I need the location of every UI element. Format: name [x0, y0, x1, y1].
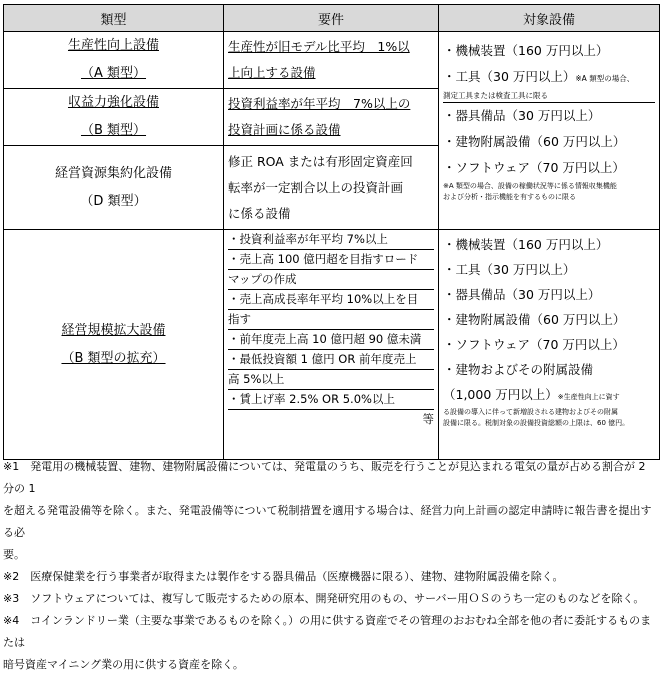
requirement-cell-d [224, 146, 439, 230]
type-sub: （B 類型） [80, 123, 147, 138]
footnotes [3, 456, 659, 676]
requirement-list-item: 高 5%以上 [228, 370, 434, 390]
footnote-line: 要。 [3, 548, 25, 561]
requirement-cell-b-expanded [224, 230, 439, 460]
type-cell-a [4, 32, 224, 89]
requirement-list-item: ・売上高 100 億円超を目指すロード [228, 250, 434, 270]
footnote-line: ※2 医療保健業を行う事業者が取得または製作をする器具備品（医療機器に限る）、建物、建物附属設備を除く。 [3, 570, 564, 583]
requirement-line: 生産性が旧モデル比平均 1%以 [228, 39, 410, 54]
type-name: 生産性向上設備 [67, 38, 159, 53]
equipment-item: ・器具備品（30 万円以上） [443, 108, 601, 123]
type-name: 経営資源集約化設備 [54, 165, 172, 181]
equipment-note: および分析・指示機能を有するものに限る [443, 193, 576, 201]
requirement-list-item: ・最低投資額 1 億円 OR 前年度売上 [228, 350, 434, 370]
type-cell-b [4, 89, 224, 146]
header-requirement: 要件 [224, 5, 439, 32]
equipment-cell-bottom [439, 230, 660, 460]
requirement-cell-a [224, 32, 439, 89]
header-equipment: 対象設備 [439, 5, 660, 32]
type-name: 経営規模拡大設備 [61, 322, 166, 338]
equipment-item: ・ソフトウェア（70 万円以上） [443, 337, 625, 352]
equipment-item: ・機械装置（160 万円以上） [443, 43, 609, 58]
type-cell-b-expanded [4, 230, 224, 460]
requirement-cell-b [224, 89, 439, 146]
equipment-note: ※A 類型の場合、 [575, 74, 635, 83]
equipment-note: る設備の導入に伴って新増設される建物およびその附属 [443, 408, 618, 416]
equipment-item: ・建物附属設備（60 万円以上） [443, 312, 626, 327]
equipment-item: （1,000 万円以上） [443, 387, 558, 402]
requirement-list-item: 等 [422, 412, 434, 426]
requirement-list-item: ・投資利益率が年平均 7%以上 [228, 230, 434, 250]
requirement-line: 投資利益率が年平均 7%以上の [228, 96, 411, 111]
footnote-line: 暗号資産マイニング業の用に供する資産を除く。 [3, 658, 244, 671]
requirement-line: 上向上する設備 [228, 65, 316, 80]
header-type: 類型 [4, 5, 224, 32]
type-name: 収益力強化設備 [67, 95, 159, 110]
equipment-cell-top [439, 32, 660, 230]
type-sub: （A 類型） [80, 66, 147, 81]
type-cell-d [4, 146, 224, 230]
requirement-line: 転率が一定割合以上の投資計画 [228, 179, 404, 195]
requirement-list-item: ・賃上げ率 2.5% OR 5.0%以上 [228, 390, 434, 410]
equipment-item: ・建物およびその附属設備 [443, 362, 594, 377]
type-sub: （D 類型） [80, 193, 147, 209]
equipment-note: ※A 類型の場合、設備の稼働状況等に係る情報収集機能 [443, 182, 617, 190]
requirement-line: 投資計画に係る設備 [228, 122, 341, 137]
footnote-line: ※3 ソフトウェアについては、複写して販売するための原本、開発研究用のもの、サーバー用ＯＳのうち一定のものなどを除く。 [3, 592, 645, 605]
requirement-list-item: 指す [228, 310, 434, 330]
equipment-item: ・建物附属設備（60 万円以上） [443, 134, 626, 149]
tax-equipment-table [3, 4, 660, 460]
footnote-line: ※4 コインランドリー業（主要な事業であるものを除く。）の用に供する資産でその管理のおおむね全部を他の者に委託するものまたは [3, 614, 652, 649]
equipment-note: 測定工具または検査工具に限る [443, 90, 655, 103]
equipment-item: ・工具（30 万円以上） [443, 262, 576, 277]
requirement-list-item: マップの作成 [228, 270, 434, 290]
requirement-line: 修正 ROA または有形固定資産回 [228, 153, 413, 169]
equipment-item: ・ソフトウェア（70 万円以上） [443, 160, 625, 175]
requirement-line: に係る設備 [228, 205, 291, 221]
footnote-line: を超える発電設備等を除く。また、発電設備等について税制措置を適用する場合は、経営力向上計画の認定申請時に報告書を提出する必 [3, 504, 652, 539]
footnote-line: ※1 発電用の機械装置、建物、建物附属設備については、発電量のうち、販売を行うことが見込まれる電気の量が占める割合が 2 分の 1 [3, 460, 646, 495]
requirement-list-item: ・前年度売上高 10 億円超 90 億未満 [228, 330, 434, 350]
equipment-item: ・器具備品（30 万円以上） [443, 287, 601, 302]
equipment-note: 設備に限る。税制対象の設備投資総額の上限は、60 億円。 [443, 419, 630, 427]
equipment-item: ・機械装置（160 万円以上） [443, 237, 609, 252]
equipment-note: ※生産性向上に資す [557, 393, 620, 401]
type-sub: （B 類型の拡充） [61, 350, 166, 366]
equipment-item: ・工具（30 万円以上） [443, 69, 576, 84]
requirement-list-item: ・売上高成長率年平均 10%以上を目 [228, 290, 434, 310]
